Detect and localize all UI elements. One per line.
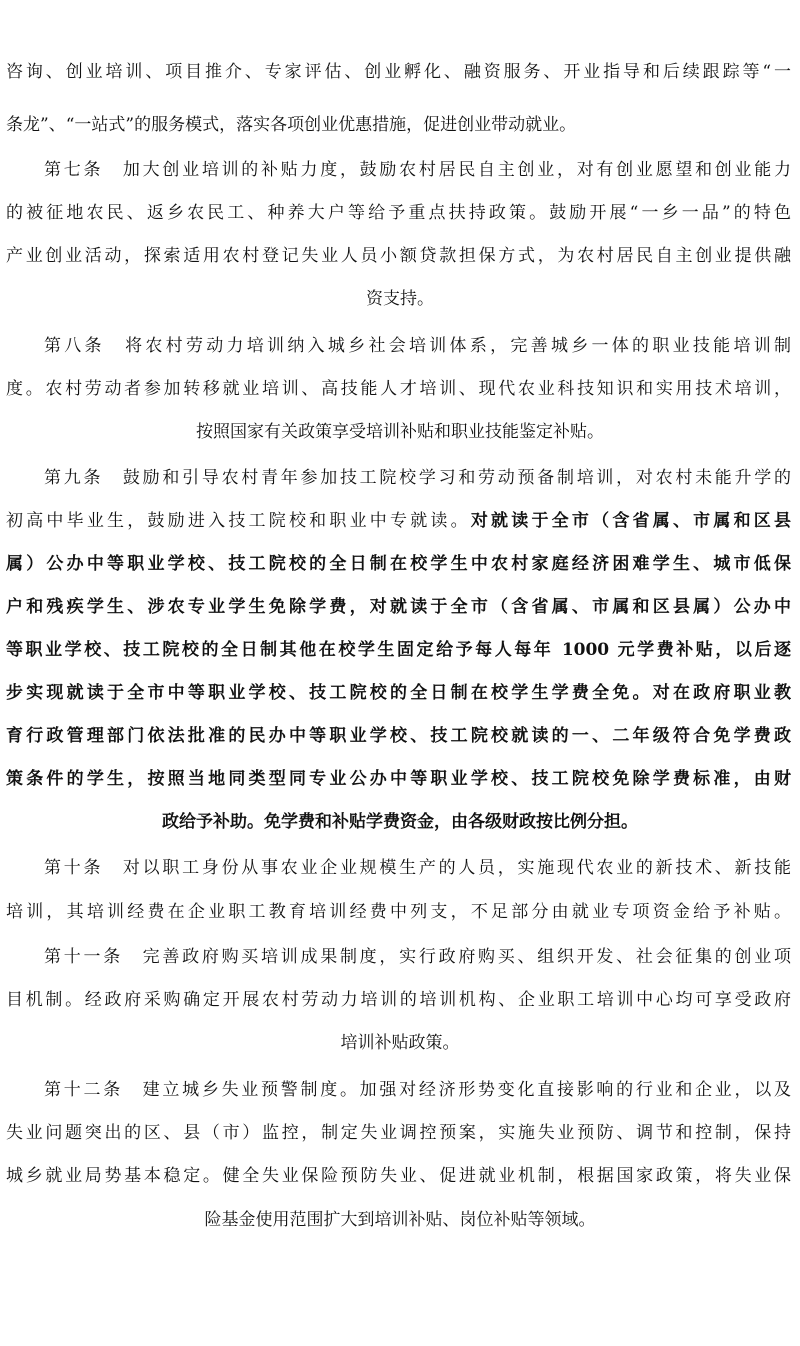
- article-12-line-4: 险基金使用范围扩大到培训补贴、岗位补贴等领域。: [204, 1210, 596, 1230]
- article-7-line-2: 的被征地农民、返乡农民工、种养大户等给予重点扶持政策。鼓励开展“一乡一品”的特色: [6, 203, 791, 223]
- article-11-line-3: 培训补贴政策。: [340, 1033, 460, 1053]
- article-8-line-1: 第八条 将农村劳动力培训纳入城乡社会培训体系，完善城乡一体的职业技能培训制: [44, 336, 791, 356]
- line-1: 咨询、创业培训、项目推介、专家评估、创业孵化、融资服务、开业指导和后续跟踪等“一: [6, 62, 791, 82]
- article-7-line-4: 资支持。: [366, 289, 434, 309]
- article-8-line-2: 度。农村劳动者参加转移就业培训、高技能人才培训、现代农业科技知识和实用技术培训，: [6, 379, 791, 399]
- article-11-line-2: 目机制。经政府采购确定开展农村劳动力培训的培训机构、企业职工培训中心均可享受政府: [6, 990, 791, 1010]
- article-7-line-3: 产业创业活动，探索适用农村登记失业人员小额贷款担保方式，为农村居民自主创业提供融: [6, 246, 791, 266]
- article-10-line-2: 培训，其培训经费在企业职工教育培训经费中列支，不足部分由就业专项资金给予补贴。: [6, 902, 791, 922]
- article-9-line-6: 步实现就读于全市中等职业学校、技工院校的全日制在校学生学费全免。对在政府职业教: [6, 683, 791, 703]
- article-7-line-1: 第七条 加大创业培训的补贴力度，鼓励农村居民自主创业，对有创业愿望和创业能力: [44, 160, 791, 180]
- article-10-line-1: 第十条 对以职工身份从事农业企业规模生产的人员，实施现代农业的新技术、新技能: [44, 858, 791, 878]
- article-9-line-7: 育行政管理部门依法批准的民办中等职业学校、技工院校就读的一、二年级符合免学费政: [6, 726, 791, 746]
- article-9-line-2-bold: 对就读于全市（含省属、市属和区县: [470, 511, 791, 531]
- article-12-line-2: 失业问题突出的区、县（市）监控，制定失业调控预案，实施失业预防、调节和控制，保持: [6, 1123, 791, 1143]
- article-9-line-3: 属）公办中等职业学校、技工院校的全日制在校学生中农村家庭经济困难学生、城市低保: [6, 554, 791, 574]
- article-9-line-5: 等职业学校、技工院校的全日制其他在校学生固定给予每人每年 1000 元学费补贴，以后逐: [6, 640, 791, 660]
- article-8-line-3: 按照国家有关政策享受培训补贴和职业技能鉴定补贴。: [196, 422, 604, 442]
- article-9-line-2-normal: 初高中毕业生，鼓励进入技工院校和职业中专就读。: [6, 511, 471, 531]
- article-9-line-2: [6, 510, 791, 532]
- article-9-line-9: 政给予补助。免学费和补贴学费资金，由各级财政按比例分担。: [162, 812, 638, 832]
- article-11-line-1: 第十一条 完善政府购买培训成果制度，实行政府购买、组织开发、社会征集的创业项: [44, 947, 791, 967]
- article-9-line-8: 策条件的学生，按照当地同类型同专业公办中等职业学校、技工院校免除学费标准，由财: [6, 769, 791, 789]
- article-9-line-1: 第九条 鼓励和引导农村青年参加技工院校学习和劳动预备制培训，对农村未能升学的: [44, 468, 791, 488]
- article-12-line-3: 城乡就业局势基本稳定。健全失业保险预防失业、促进就业机制，根据国家政策，将失业保: [6, 1166, 791, 1186]
- line-2: 条龙”、“一站式”的服务模式，落实各项创业优惠措施，促进创业带动就业。: [6, 115, 577, 135]
- article-12-line-1: 第十二条 建立城乡失业预警制度。加强对经济形势变化直接影响的行业和企业，以及: [44, 1080, 791, 1100]
- article-9-line-4: 户和残疾学生、涉农专业学生免除学费，对就读于全市（含省属、市属和区县属）公办中: [6, 597, 791, 617]
